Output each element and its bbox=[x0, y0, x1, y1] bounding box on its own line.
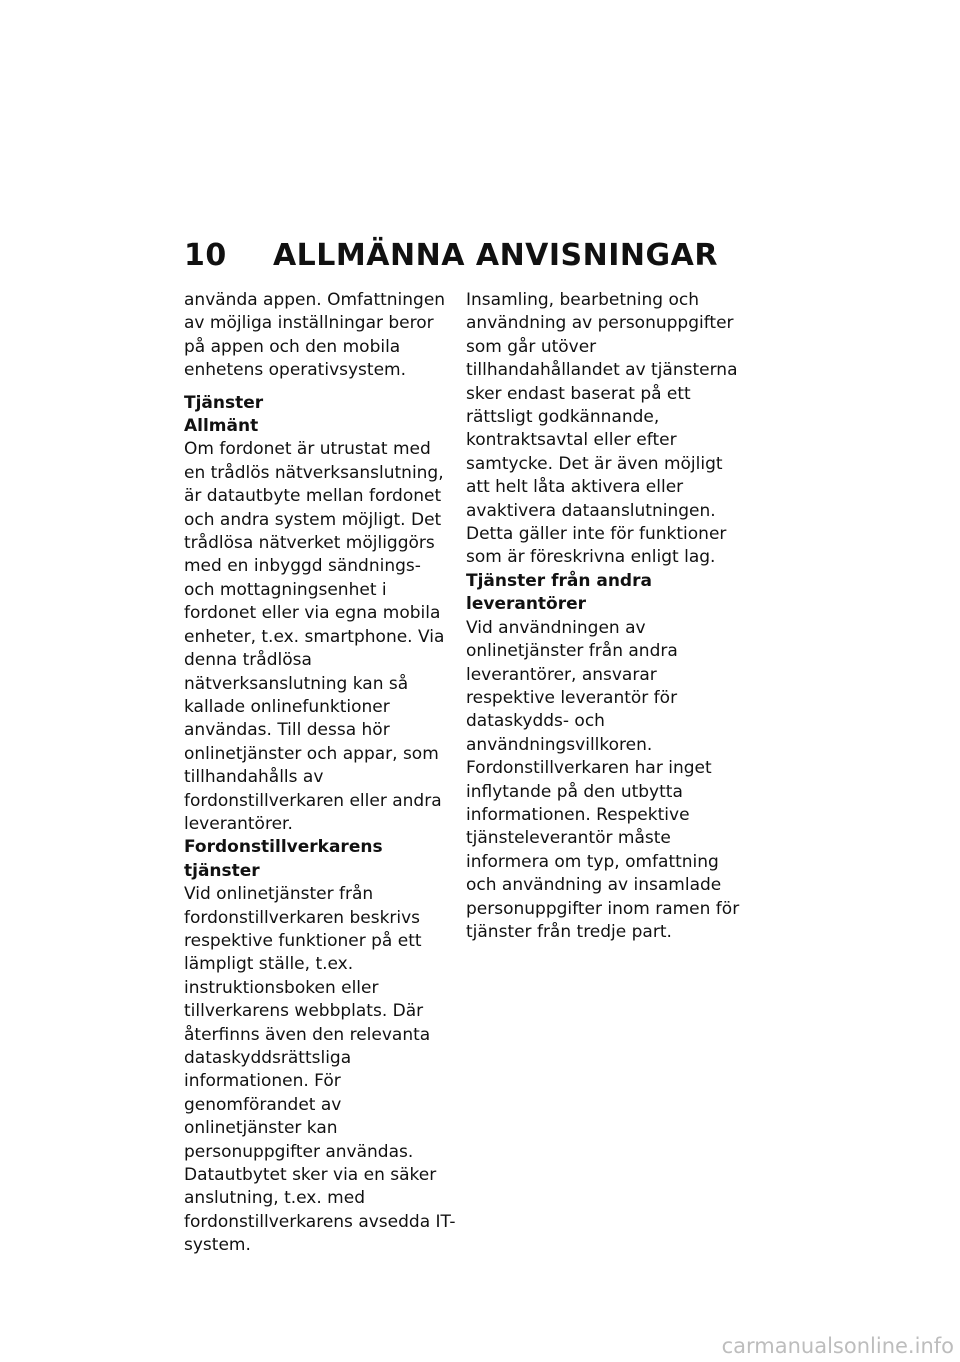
chapter-header bbox=[184, 236, 744, 276]
left-column bbox=[184, 289, 456, 1258]
intro-paragraph: använda appen. Omfattningen av möjliga inställningar beror på appen och den mobila enhetens operativsystem. bbox=[184, 290, 446, 381]
processing-paragraph: Insamling, bearbetning och användning av personuppgifter som går utöver tillhandahållandet av tjänsterna sker endast baserat på ett rättsligt godkännande, kontraktsavtal eller efter samtycke. Det är även möjligt att helt låta aktivera eller avaktivera dataanslutningen. Detta gäller inte för funktioner som är föreskrivna enligt lag. bbox=[466, 290, 738, 568]
right-column bbox=[466, 289, 741, 944]
manufacturer-paragraph: Vid onlinetjänster från fordonstillverkaren beskrivs respektive funktioner på ett lämpligt ställe, t.ex. instruktionsboken eller tillverkarens webbplats. Där återfinns även den relevanta dataskyddsrättsliga informationen. För genomförandet av onlinetjänster kan personuppgifter användas. Datautbytet sker via en säker anslutning, t.ex. med fordonstillverkarens avsedda IT-system. bbox=[184, 884, 456, 1256]
subheading-general: Allmänt bbox=[184, 416, 259, 437]
third-party-paragraph: Vid användningen av onlinetjänster från andra leverantörer, ansvarar respektive leverantör för dataskydds- och användningsvillkoren. Fordonstillverkaren har inget inflytande på den utbytta informationen. Respektive tjänsteleverantör måste informera om typ, omfattning och användning av insamlade personuppgifter inom ramen för tjänster från tredje part. bbox=[466, 617, 740, 942]
watermark: carmanualsonline.info bbox=[721, 1334, 954, 1358]
chapter-title: ALLMÄNNA ANVISNINGAR bbox=[272, 238, 718, 273]
subheading-manufacturer-services: Fordonstillverkarens tjänster bbox=[184, 837, 383, 881]
subheading-third-party-services: Tjänster från andra leverantörer bbox=[466, 570, 652, 615]
section-heading-services: Tjänster bbox=[184, 392, 264, 413]
chapter-number: 10 bbox=[184, 238, 227, 273]
general-paragraph: Om fordonet är utrustat med en trådlös nätverksanslutning, är datautbyte mellan fordonet och andra system möjligt. Det trådlösa nätverket möjliggörs med en inbyggd sändnings- och mottagningsenhet i fordonet eller via egna mobila enheter, t.ex. smartphone. Via denna trådlösa nätverksanslutning kan så kallade onlinefunktioner användas. Till dessa hör onlinetjänster och appar, som tillhandahålls av fordonstillverkaren eller andra leverantörer. bbox=[184, 439, 445, 834]
